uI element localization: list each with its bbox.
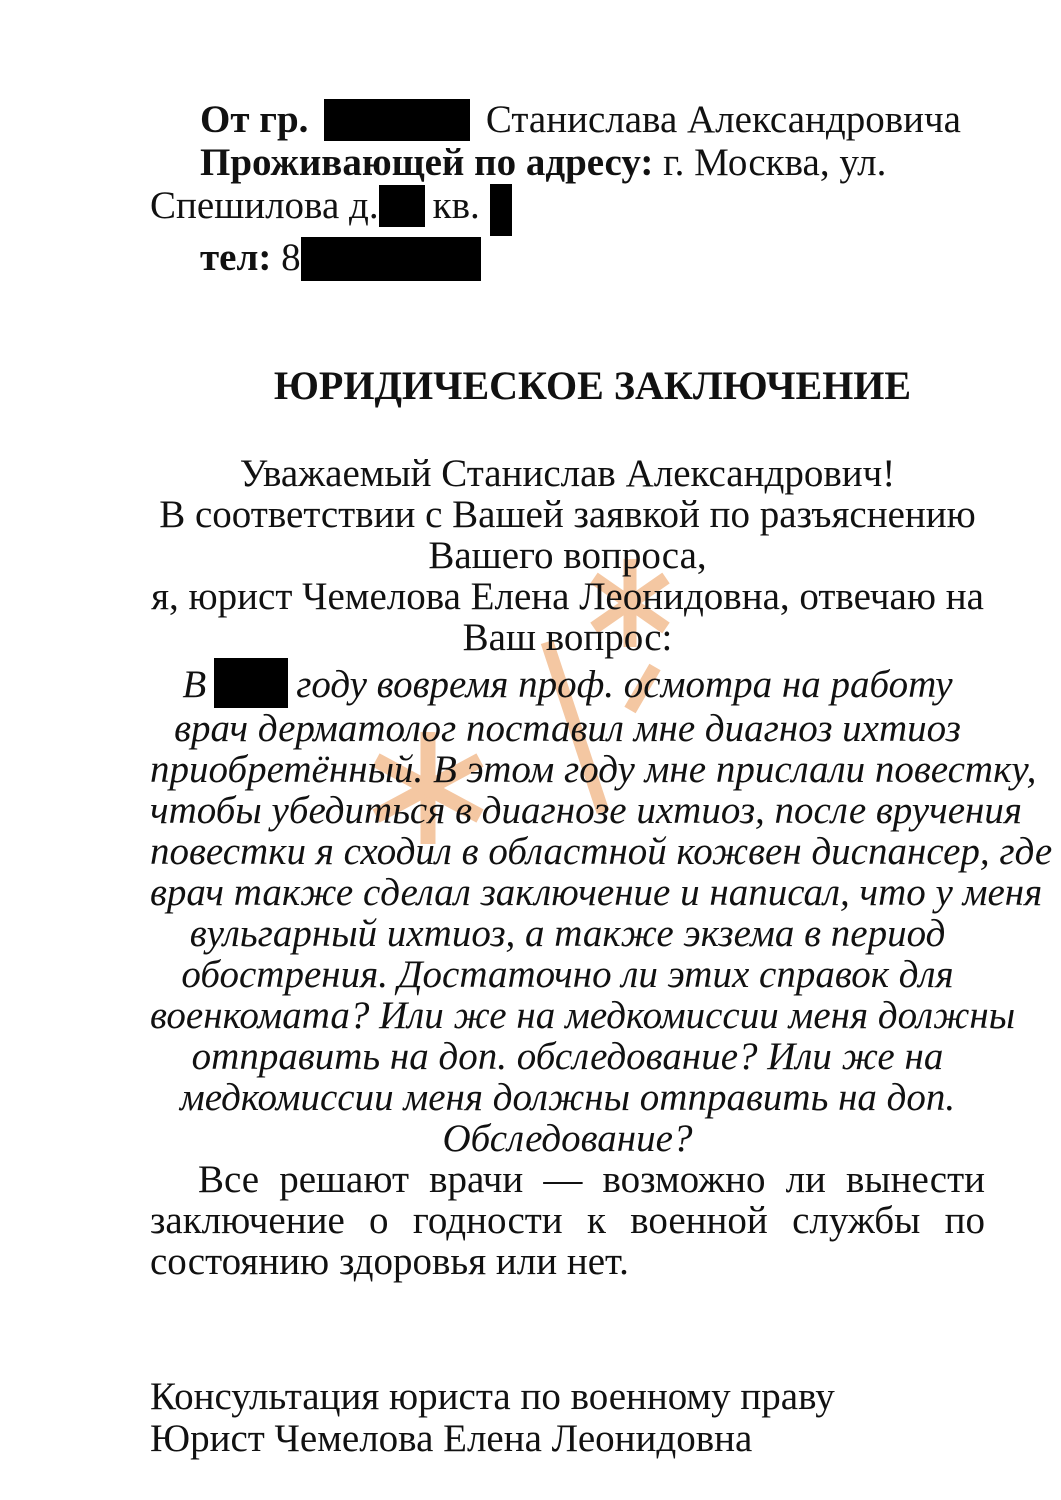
redacted-house-number — [379, 185, 425, 227]
address-value: г. Москва, ул. — [663, 141, 887, 184]
question-line: приобретённый. В этом году мне прислали повестку, — [150, 748, 1037, 791]
address-label: Проживающей по адресу: — [200, 141, 654, 184]
greeting-line: В соответствии с Вашей заявкой по разъяснению — [159, 493, 976, 536]
answer-line: Все решают врачи — возможно ли вынести — [198, 1158, 985, 1201]
footer-line: Консультация юриста по военному праву — [150, 1375, 835, 1418]
question-line — [150, 658, 985, 708]
redacted-phone-number — [301, 237, 481, 281]
header-phone-line — [150, 236, 985, 281]
question-line-start: В — [182, 663, 207, 706]
question-line: чтобы убедиться в диагнозе ихтиоз, после вручения — [150, 789, 1022, 832]
header-street-line — [150, 184, 985, 236]
answer-line: заключение о годности к военной службы по — [150, 1199, 985, 1242]
answer-block — [150, 1159, 985, 1282]
question-line: врач также сделал заключение и написал, что у меня — [150, 871, 1043, 914]
question-line: вульгарный ихтиоз, а также экзема в период — [189, 912, 946, 955]
footer-line: Юрист Чемелова Елена Леонидовна — [150, 1417, 753, 1460]
question-line: Обследование? — [442, 1117, 693, 1160]
sender-header — [150, 98, 985, 281]
signature-footer — [150, 1376, 985, 1460]
redacted-name — [324, 99, 470, 141]
greeting-line: Ваш вопрос: — [462, 616, 673, 659]
question-line: военкомата? Или же на медкомиссии меня должны — [150, 994, 1016, 1037]
greeting-block — [150, 453, 985, 658]
question-line: врач дерматолог поставил мне диагноз ихтиоз — [174, 707, 961, 750]
from-name: Станислава Александровича — [485, 98, 961, 141]
phone-prefix: 8 — [281, 236, 301, 279]
greeting-line: Вашего вопроса, — [428, 534, 707, 577]
address-street: Спешилова д. — [150, 184, 379, 227]
question-line: медкомиссии меня должны отправить на доп. — [179, 1076, 956, 1119]
question-line-rest: году вовремя проф. осмотра на работу — [296, 663, 953, 706]
question-line: обострения. Достаточно ли этих справок для — [181, 953, 954, 996]
document-title: ЮРИДИЧЕСКОЕ ЗАКЛЮЧЕНИЕ — [273, 363, 912, 408]
answer-line: состоянию здоровья или нет. — [150, 1240, 629, 1283]
header-address-line — [150, 141, 985, 184]
greeting-line: я, юрист Чемелова Елена Леонидовна, отвечаю на — [151, 575, 984, 618]
question-line: отправить на доп. обследование? Или же на — [191, 1035, 944, 1078]
header-from-line — [150, 98, 985, 141]
greeting-line: Уважаемый Станислав Александрович! — [239, 452, 896, 495]
question-line: повестки я сходил в областной кожвен диспансер, где — [150, 830, 1053, 873]
question-block — [150, 658, 1053, 1160]
phone-label: тел: — [200, 236, 272, 279]
redacted-year — [214, 658, 288, 708]
apartment-label: кв. — [432, 184, 480, 227]
from-label: От гр. — [200, 98, 309, 141]
redacted-apartment-number — [490, 184, 512, 236]
